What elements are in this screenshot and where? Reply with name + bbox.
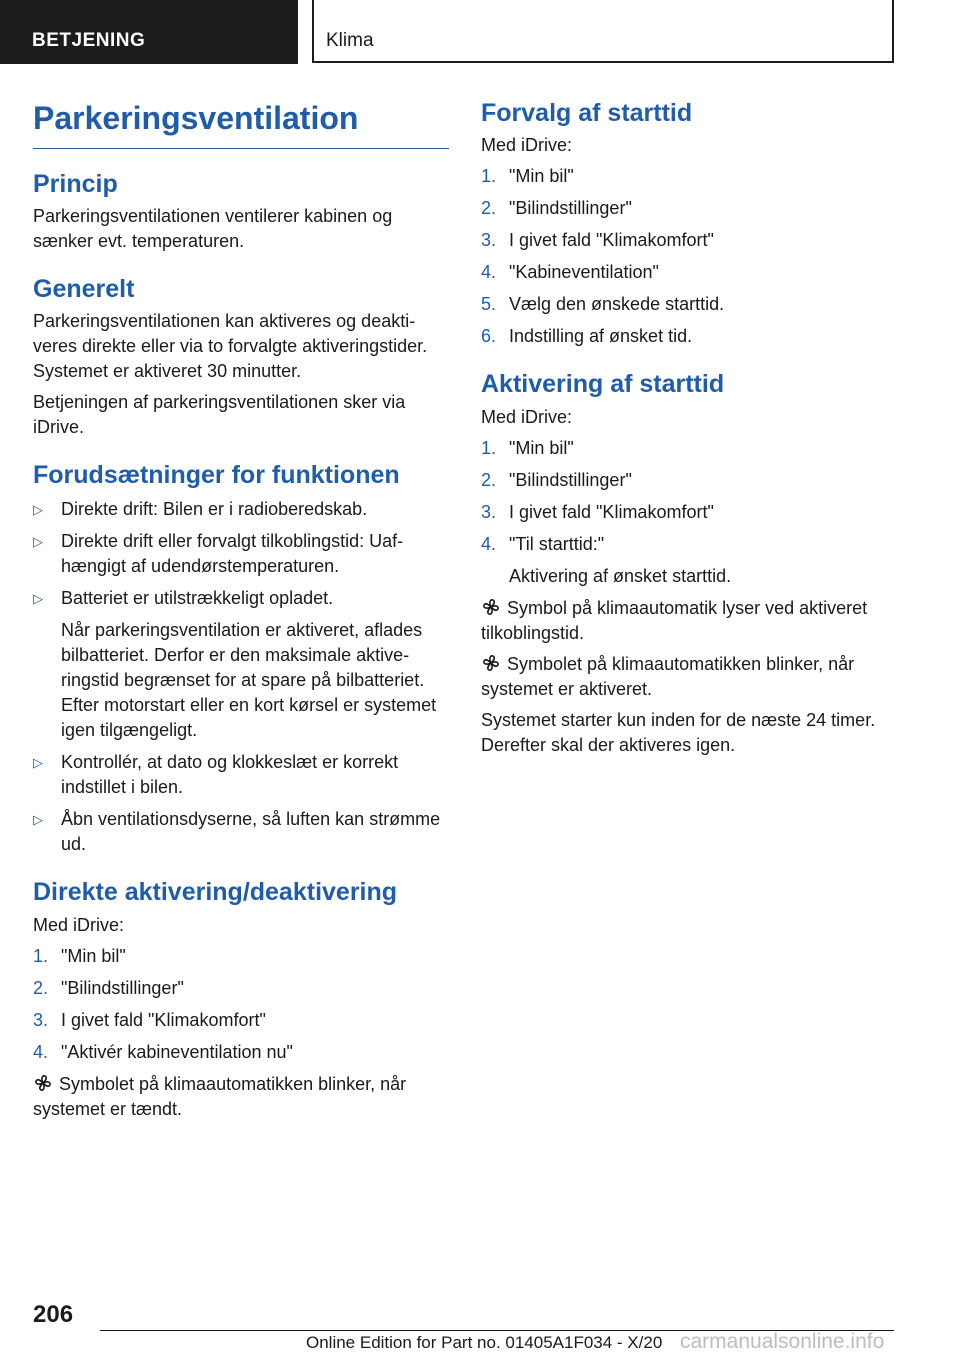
list-item: 1. "Min bil"	[33, 945, 126, 966]
forvalg-steps	[481, 164, 906, 349]
generelt-text-1: Parkeringsventilationen kan aktiveres og deaktiveres direkte eller via to forvalgte aktiveringstider. Systemet er aktiveret 30 minutter.	[33, 311, 428, 382]
list-item: 4. "Til starttid:" Aktivering af ønsket starttid.	[481, 532, 906, 589]
right-column	[481, 98, 906, 764]
triangle-bullet-icon: ▷	[33, 755, 43, 771]
list-item: 6. Indstilling af ønsket tid.	[481, 326, 693, 347]
list-item: ▷ Batteriet er utilstrækkeligt opladet. Når parkeringsventilation er aktiveret, aflades bilbatteriet. Derfor er den maksimale aktiveringstid begrænset for at spare på bilbatteriet. Efter motorstart eller en kort kørsel er systemet igen tilgængeligt.	[33, 586, 449, 743]
fan-icon	[481, 653, 501, 673]
direkte-intro: Med iDrive:	[33, 914, 125, 935]
edition-text: Online Edition for Part no. 01405A1F034 - X/20	[306, 1333, 663, 1352]
watermark: carmanualsonline.info	[680, 1330, 885, 1353]
symbol-note: Symbolet på klimaautomatikken blinker, når systemet er tændt.	[33, 1073, 407, 1119]
closing-text: Systemet starter kun inden for de næste 24 timer. Derefter skal der aktiveres igen.	[481, 709, 876, 755]
list-item: 2. "Bilindstillinger"	[481, 198, 632, 219]
heading-direkte: Direkte aktivering/deaktivering	[33, 878, 398, 907]
aktivering-steps	[481, 436, 906, 589]
list-item: 5. Vælg den ønskede starttid.	[481, 294, 725, 315]
list-item: 3. I givet fald "Klimakomfort"	[481, 501, 714, 522]
triangle-bullet-icon: ▷	[33, 812, 43, 828]
battery-note: Når parkeringsventilation er aktiveret, aflades bilbatteriet. Derfor er den maksimale aktiveringstid begrænset for at spare på bilbatteriet. Efter motorstart eller en kort kørsel er systemet igen tilgængeligt.	[61, 620, 437, 741]
list-item: ▷ Kontrollér, at dato og klokkeslæt er korrekt indstillet i bilen.	[33, 752, 399, 798]
heading-generelt: Generelt	[33, 274, 135, 303]
generelt-text-2: Betjeningen af parkeringsventilationen sker via iDrive.	[33, 392, 406, 438]
fan-icon	[481, 597, 501, 617]
triangle-bullet-icon: ▷	[33, 591, 43, 607]
list-item: 4. "Aktivér kabineventilation nu"	[33, 1041, 293, 1062]
section-tab	[0, 0, 298, 64]
triangle-bullet-icon: ▷	[33, 502, 43, 518]
fan-icon	[33, 1073, 53, 1093]
page-title: Parkeringsventilation	[33, 98, 449, 149]
heading-aktivering: Aktivering af starttid	[481, 370, 725, 399]
list-item: 3. I givet fald "Klimakomfort"	[33, 1009, 266, 1030]
aktivering-intro: Med iDrive:	[481, 406, 573, 427]
symbol-note-2: Symbolet på klimaautomatikken blinker, når systemet er aktiveret.	[481, 653, 855, 699]
heading-forvalg: Forvalg af starttid	[481, 99, 693, 127]
direkte-steps	[33, 944, 449, 1065]
heading-princip: Princip	[33, 169, 118, 198]
left-column	[33, 98, 449, 1128]
forvalg-intro: Med iDrive:	[481, 135, 573, 156]
requirements-list	[33, 497, 449, 857]
triangle-bullet-icon: ▷	[33, 534, 43, 550]
chapter-label: Klima	[326, 30, 374, 51]
list-item: 4. "Kabineventilation"	[481, 262, 659, 283]
list-item: 1. "Min bil"	[481, 437, 574, 458]
princip-text: Parkeringsventilationen ventilerer kabinen og sænker evt. temperaturen.	[33, 205, 393, 251]
list-item: 3. I givet fald "Klimakomfort"	[481, 230, 714, 251]
list-item: ▷ Direkte drift: Bilen er i radioberedskab.	[33, 497, 449, 522]
list-item: ▷ Åbn ventilationsdyserne, så luften kan strømme ud.	[33, 809, 441, 855]
list-item: 1. "Min bil"	[481, 166, 574, 187]
symbol-note-1: Symbol på klimaautomatik lyser ved aktiveret tilkoblingstid.	[481, 597, 868, 643]
list-item: ▷ Direkte drift eller forvalgt tilkoblingstid: Uafhængigt af udendørstemperaturen.	[33, 531, 404, 577]
page-number: 206	[33, 1301, 74, 1328]
step-sub-text: Aktivering af ønsket starttid.	[509, 565, 732, 586]
list-item: 2. "Bilindstillinger"	[481, 469, 632, 490]
heading-forudsaetninger: Forudsætninger for funktionen	[33, 461, 400, 490]
chapter-tab	[312, 0, 894, 63]
list-item: 2. "Bilindstillinger"	[33, 977, 184, 998]
section-label: BETJENING	[32, 30, 146, 51]
